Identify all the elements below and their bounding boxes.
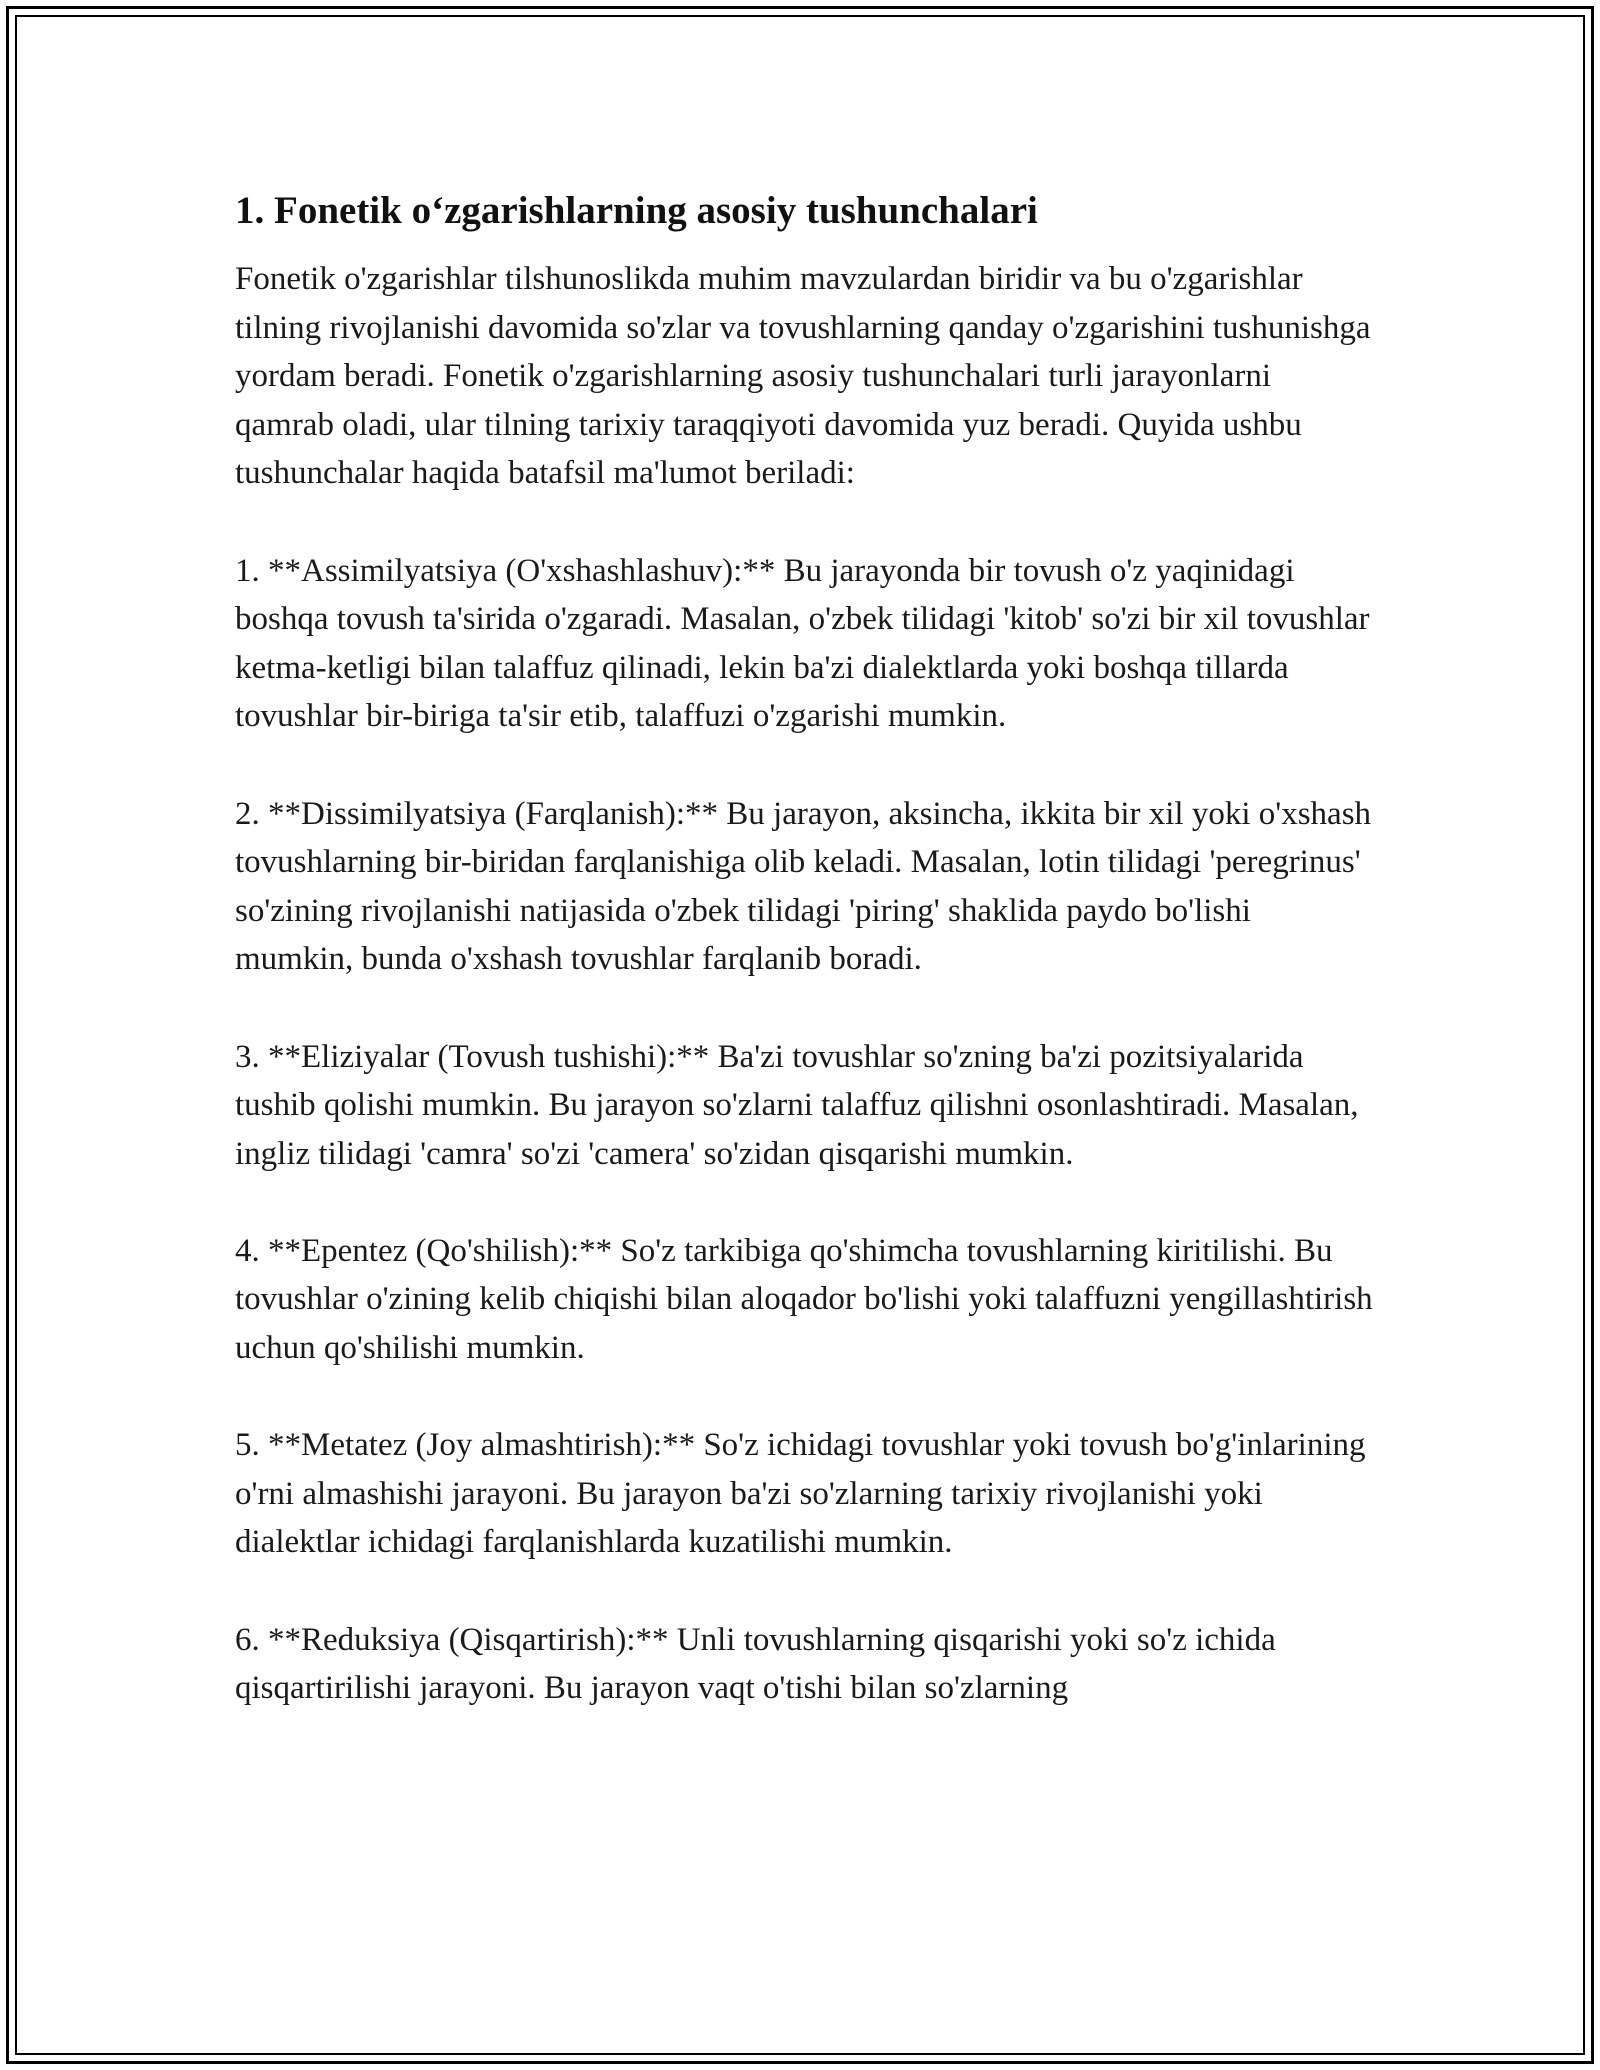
document-body [235,185,1375,1761]
intro-paragraph: Fonetik o'zgarishlar tilshunoslikda muhim mavzulardan biridir va bu o'zgarishlar tilning rivojlanishi davomida so'zlar va tovushlarning qanday o'zgarishini tushunishga yordam beradi. Fonetik o'zgarishlarning asosiy tushunchalari turli jarayonlarni qamrab oladi, ular tilning tarixiy taraqqiyoti davomida yuz beradi. Quyida ushbu tushunchalar haqida batafsil ma'lumot beriladi: [235,261,1371,492]
metathesis-paragraph: 5. **Metatez (Joy almashtirish):** So'z ichidagi tovushlar yoki tovush bo'g'inlarining o'rni almashishi jarayoni. Bu jarayon ba'zi so'zlarning tarixiy rivojlanishi yoki dialektlar ichidagi farqlanishlarda kuzatilishi mumkin. [235,1427,1366,1561]
epenthesis-paragraph: 4. **Epentez (Qo'shilish):** So'z tarkibiga qo'shimcha tovushlarning kiritilishi. Bu tovushlar o'zining kelib chiqishi bilan aloqador bo'lishi yoki talaffuzni yengillashtirish uchun qo'shilishi mumkin. [235,1232,1373,1367]
assimilation-paragraph: 1. **Assimilyatsiya (O'xshashlashuv):** Bu jarayonda bir tovush o'z yaqinidagi boshqa tovush ta'sirida o'zgaradi. Masalan, o'zbek tilidagi 'kitob' so'zi bir xil tovushlar ketma-ketligi bilan talaffuz qilinadi, lekin ba'zi dialektlarda yoki boshqa tillarda tovushlar bir-biriga ta'sir etib, talaffuzi o'zgarishi mumkin. [235,552,1370,735]
elision-paragraph: 3. **Eliziyalar (Tovush tushishi):** Ba'zi tovushlar so'zning ba'zi pozitsiyalarida tushib qolishi mumkin. Bu jarayon so'zlarni talaffuz qilishni osonlashtiradi. Masalan, ingliz tilidagi 'camra' so'zi 'camera' so'zidan qisqarishi mumkin. [235,1038,1359,1172]
dissimilation-paragraph: 2. **Dissimilyatsiya (Farqlanish):** Bu jarayon, aksincha, ikkita bir xil yoki o'xshash tovushlarning bir-biridan farqlanishiga olib keladi. Masalan, lotin tilidagi 'peregrinus' so'zining rivojlanishi natijasida o'zbek tilidagi 'piring' shaklida paydo bo'lishi mumkin, bunda o'xshash tovushlar farqlanib boradi. [235,795,1372,978]
section-heading: 1. Fonetik o‘zgarishlarning asosiy tushunchalari [235,189,1038,232]
reduction-paragraph: 6. **Reduksiya (Qisqartirish):** Unli tovushlarning qisqarishi yoki so'z ichida qisqartirilishi jarayoni. Bu jarayon vaqt o'tishi bilan so'zlarning [235,1621,1276,1707]
